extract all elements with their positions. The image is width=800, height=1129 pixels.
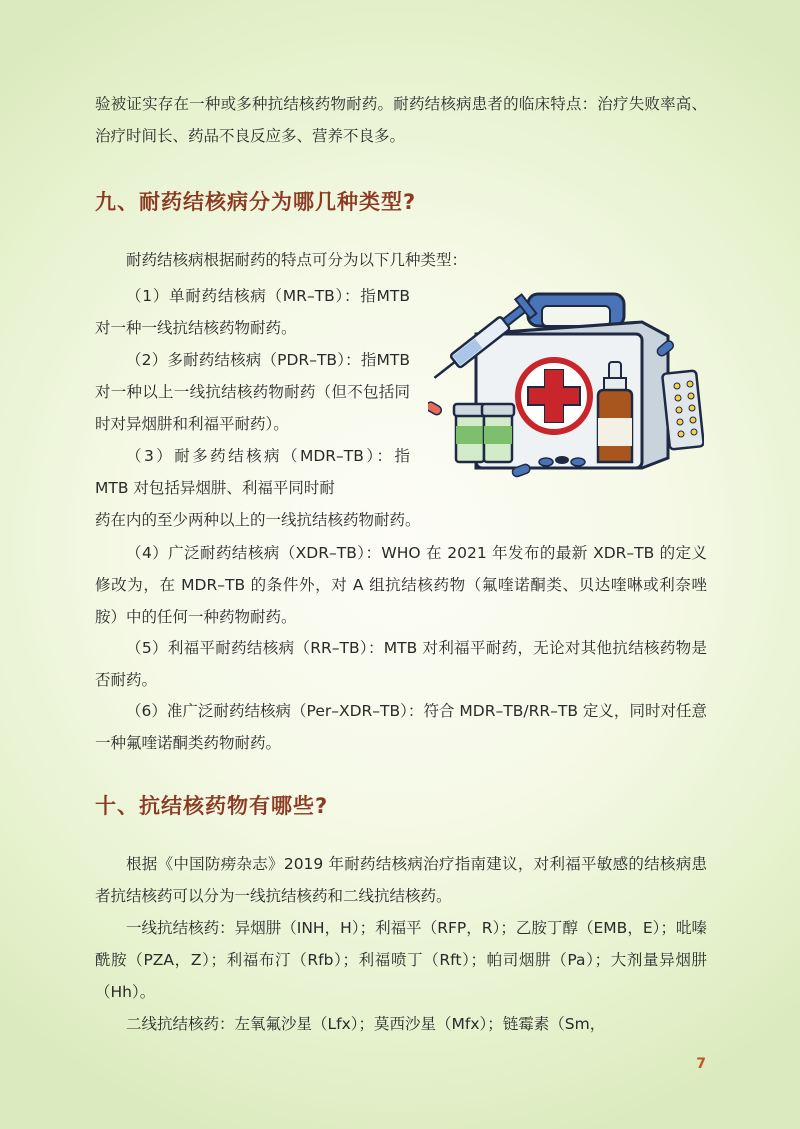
medicine-bottle-icon	[598, 362, 632, 462]
item-3: （3）耐多药结核病（MDR–TB）：指 MTB 对包括异烟肼、利福平同时耐	[95, 447, 410, 497]
pill-bottle-icon	[454, 404, 514, 462]
second-line-drugs: 二线抗结核药：左氧氟沙星（Lfx）；莫西沙星（Mfx）；链霉素（Sm，	[126, 1015, 606, 1033]
page-number: 7	[696, 1056, 706, 1072]
item-2: （2）多耐药结核病（PDR–TB）：指MTB 对一种以上一线抗结核药物耐药（但不包括同时对异烟肼和利福平耐药）。	[95, 351, 410, 433]
top-paragraph: 验被证实存在一种或多种抗结核药物耐药。耐药结核病患者的临床特点：治疗失败率高、治疗时间长、药品不良反应多、营养不良多。	[95, 95, 707, 145]
first-aid-kit-icon	[428, 286, 704, 482]
section-9-heading: 九、耐药结核病分为哪几种类型?	[95, 190, 417, 214]
item-1: （1）单耐药结核病（MR–TB）：指MTB 对一种一线抗结核药物耐药。	[95, 287, 410, 337]
item-4: （4）广泛耐药结核病（XDR–TB）：WHO 在 2021 年发布的最新 XDR–TB 的定义修改为，在 MDR–TB 的条件外，对 A 组抗结核药物（氟喹诺酮类、贝达喹啉或利奈唑胺）中的任何一种药物耐药。	[95, 544, 707, 626]
item-3-continued: 药在内的至少两种以上的一线抗结核药物耐药。	[95, 511, 421, 529]
blister-pack-icon	[662, 370, 704, 449]
item-5: （5）利福平耐药结核病（RR–TB）：MTB 对利福平耐药，无论对其他抗结核药物是否耐药。	[95, 639, 707, 689]
section-9-intro: 耐药结核病根据耐药的特点可分为以下几种类型：	[126, 251, 468, 269]
section-10-heading: 十、抗结核药物有哪些?	[95, 794, 329, 818]
item-6: （6）准广泛耐药结核病（Per–XDR–TB）：符合 MDR–TB/RR–TB 定义，同时对任意一种氟喹诺酮类药物耐药。	[95, 702, 707, 752]
first-line-drugs: 一线抗结核药：异烟肼（INH，H）；利福平（RFP，R）；乙胺丁醇（EMB，E）；吡嗪酰胺（PZA，Z）；利福布汀（Rfb）；利福喷丁（Rft）；帕司烟肼（Pa）；大剂量异烟肼（Hh）。	[95, 919, 707, 1001]
section-10-paragraph-1: 根据《中国防痨杂志》2019 年耐药结核病治疗指南建议，对利福平敏感的结核病患者抗结核药可以分为一线抗结核药和二线抗结核药。	[95, 855, 707, 905]
